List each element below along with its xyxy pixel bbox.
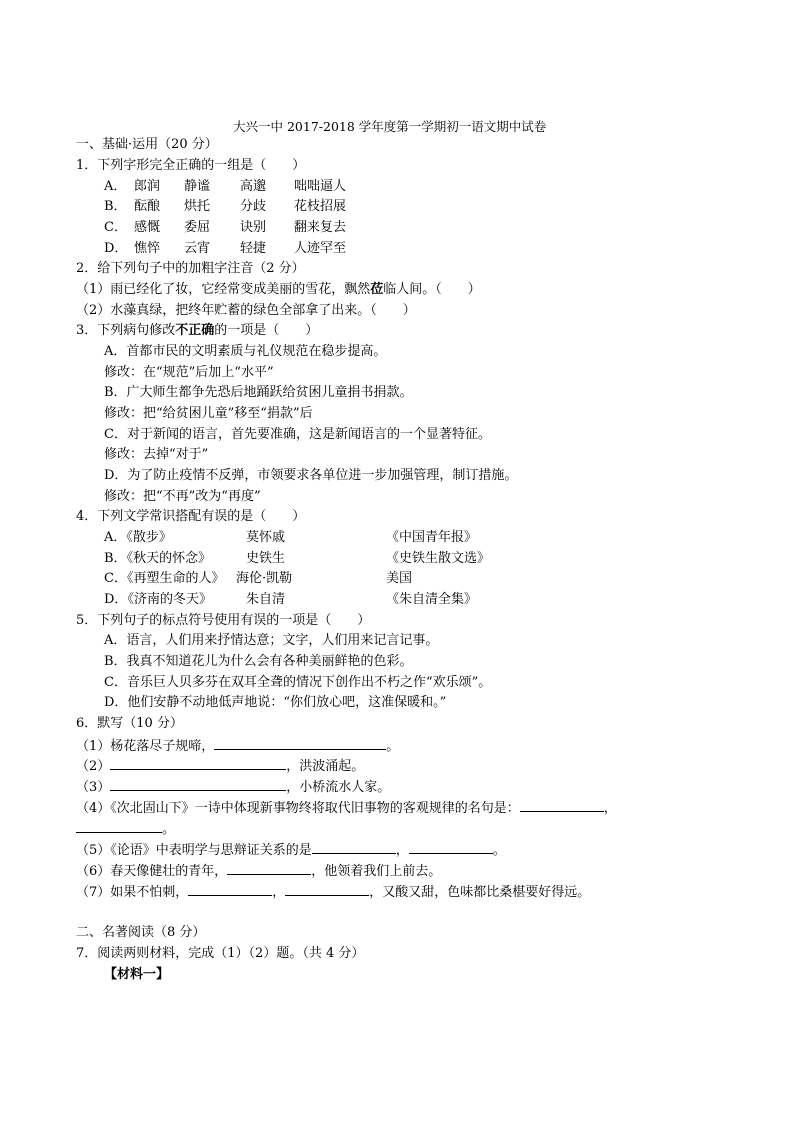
line-text: （3） — [76, 780, 111, 795]
option-word: 咄咄逼人 — [294, 179, 347, 194]
q5-stem: 5．下列句子的标点符号使用有误的一项是（ ） — [76, 613, 371, 628]
q6-line-6 — [76, 861, 441, 881]
answer-blank[interactable] — [312, 840, 396, 854]
answer-blank[interactable] — [285, 882, 369, 896]
option-word: 烘托 — [184, 199, 211, 214]
author-name: 海伦·凯勒 — [236, 571, 293, 586]
work-title: 《再塑生命的人》 — [126, 571, 225, 586]
q4-row-d — [104, 591, 478, 609]
line-text: ，小桥流水人家。 — [286, 780, 391, 795]
line-text: ，洪波涌起。 — [286, 759, 365, 774]
q1-option-d — [104, 240, 347, 258]
q3-option-c: C．对于新闻的语言，首先要准确，这是新闻语言的一个显著特征。 — [104, 427, 491, 442]
section2-heading: 二、名著阅读（8 分） — [76, 925, 206, 940]
option-word: 郎润 — [134, 179, 161, 194]
q4-stem: 4．下列文学常识搭配有误的是（ ） — [76, 509, 306, 524]
answer-blank[interactable] — [188, 882, 272, 896]
work-title: 《秋天的怀念》 — [126, 551, 212, 566]
q3-revision-c: 修改：去掉“对于” — [104, 447, 209, 462]
q6-stem: 6．默写（10 分） — [76, 716, 183, 731]
option-word: 憔悴 — [134, 241, 161, 256]
author-name: 朱自清 — [246, 592, 286, 607]
q5-option-b: B．我真不知道花儿为什么会有各种美丽鲜艳的色彩。 — [104, 654, 413, 669]
option-word: 静谧 — [184, 179, 211, 194]
option-letter: D． — [104, 241, 128, 256]
answer-blank[interactable] — [214, 736, 386, 750]
q2-stem: 2．给下列句子中的加粗字注音（2 分） — [76, 261, 305, 276]
q5-option-a: A．语言，人们用来抒情达意；文字，人们用来记言记事。 — [104, 633, 439, 648]
option-word: 云宵 — [184, 241, 211, 256]
q1-option-c — [104, 219, 347, 237]
answer-blank[interactable] — [227, 861, 311, 875]
answer-blank[interactable] — [110, 756, 286, 770]
work-title: 《散步》 — [126, 530, 172, 545]
answer-blank[interactable] — [409, 840, 493, 854]
line-text: ，又酸又甜，色味都比桑椹要好得远。 — [369, 885, 591, 900]
line-text: （4）《次北固山下》一诗中体现新事物终将取代旧事物的客观规律的名句是： — [76, 801, 520, 816]
line-text: 。 — [492, 843, 506, 858]
q6-line-5 — [76, 840, 506, 860]
option-letter: C． — [104, 220, 127, 235]
q4-row-b — [104, 550, 491, 568]
option-letter: B． — [104, 199, 127, 214]
q3-stem — [76, 322, 318, 340]
exam-title: 大兴一中 2017-2018 学年度第一学期初一语文期中试卷 — [233, 119, 547, 134]
row-letter: A． — [104, 530, 127, 545]
option-word: 翻来复去 — [294, 220, 347, 235]
option-word: 轻捷 — [240, 241, 267, 256]
source-name: 《朱自清全集》 — [386, 592, 478, 607]
option-word: 高邈 — [240, 179, 267, 194]
q1-stem: 1．下列字形完全正确的一组是（ ） — [76, 158, 306, 173]
stem-text: 3．下列病句修改 — [76, 323, 176, 338]
line-text: （1）杨花落尽子规啼， — [76, 739, 215, 754]
q3-option-b: B．广大师生都争先恐后地踊跃给贫困儿童捐书捐款。 — [104, 385, 413, 400]
row-letter: B． — [104, 551, 127, 566]
author-name: 史铁生 — [246, 551, 286, 566]
q3-revision-d: 修改：把“不再”改为“再度” — [104, 489, 261, 504]
q5-option-d: D．他们安静不动地低声地说：“你们放心吧，这准保暖和。” — [104, 695, 447, 710]
option-word: 感慨 — [134, 220, 161, 235]
source-name: 《中国青年报》 — [386, 530, 478, 545]
sentence-text: （1）雨已经化了妆，它经常变成美丽的雪花，飘然 — [76, 282, 371, 297]
option-letter: A． — [104, 179, 127, 194]
material-1-label: 【材料一】 — [104, 967, 170, 982]
q6-line-3 — [76, 777, 390, 797]
line-text: ， — [272, 885, 286, 900]
line-text: ， — [603, 801, 617, 816]
line-text: ， — [395, 843, 409, 858]
q5-option-c: C．音乐巨人贝多芬在双耳全聋的情况下创作出不朽之作“欢乐颂”。 — [104, 675, 492, 690]
q4-row-c — [104, 570, 413, 588]
q3-revision-a: 修改：在“规范”后加上“水平” — [104, 365, 274, 380]
line-text: （7）如果不怕刺， — [76, 885, 189, 900]
answer-blank[interactable] — [110, 777, 286, 791]
source-name: 美国 — [386, 571, 413, 586]
option-word: 分歧 — [240, 199, 267, 214]
row-letter: D． — [104, 592, 128, 607]
q6-line-4 — [76, 798, 617, 818]
q3-revision-b: 修改：把“给贫困儿童”移至“捐款”后 — [104, 406, 313, 421]
q6-line-4-cont — [76, 819, 175, 839]
q1-option-b — [104, 198, 347, 216]
stem-text: 的一项是（ ） — [214, 323, 319, 338]
line-text: （2） — [76, 759, 111, 774]
option-word: 诀别 — [240, 220, 267, 235]
option-word: 酝酿 — [134, 199, 161, 214]
line-text: （5）《论语》中表明学与思辩证关系的是 — [76, 843, 312, 858]
q6-line-7 — [76, 882, 590, 902]
work-title: 《济南的冬天》 — [127, 592, 212, 607]
author-name: 莫怀戚 — [246, 530, 286, 545]
option-word: 委屈 — [184, 220, 211, 235]
q3-option-a: A．首都市民的文明素质与礼仪规范在稳步提高。 — [104, 344, 387, 359]
section1-heading: 一、基础·运用（20 分） — [76, 137, 218, 152]
q4-row-a — [104, 529, 478, 547]
option-word: 花枝招展 — [294, 199, 347, 214]
q6-line-2 — [76, 756, 364, 776]
line-text: 。 — [386, 739, 400, 754]
q7-stem: 7．阅读两则材料，完成（1）（2）题。（共 4 分） — [76, 946, 365, 961]
bold-character: 莅 — [370, 282, 384, 297]
line-text: （6）春天像健壮的青年， — [76, 864, 228, 879]
answer-blank[interactable] — [76, 819, 162, 833]
answer-blank[interactable] — [520, 798, 604, 812]
q1-option-a — [104, 178, 347, 196]
option-word: 人迹罕至 — [294, 241, 347, 256]
q2-sentence-1 — [76, 281, 481, 299]
q2-sentence-2: （2）水藻真绿，把终年贮蓄的绿色全部拿了出来。（ ） — [76, 303, 416, 318]
sentence-text: 临人间。（ ） — [383, 282, 481, 297]
q3-option-d: D．为了防止疫情不反弹，市领要求各单位进一步加强管理，制订措施。 — [104, 468, 518, 483]
line-text: ，他领着我们上前去。 — [311, 864, 442, 879]
row-letter: C． — [104, 571, 127, 586]
stem-bold-text: 不正确 — [175, 323, 215, 338]
q6-line-1 — [76, 736, 399, 756]
source-name: 《史铁生散文选》 — [386, 551, 491, 566]
line-text: 。 — [162, 822, 176, 837]
